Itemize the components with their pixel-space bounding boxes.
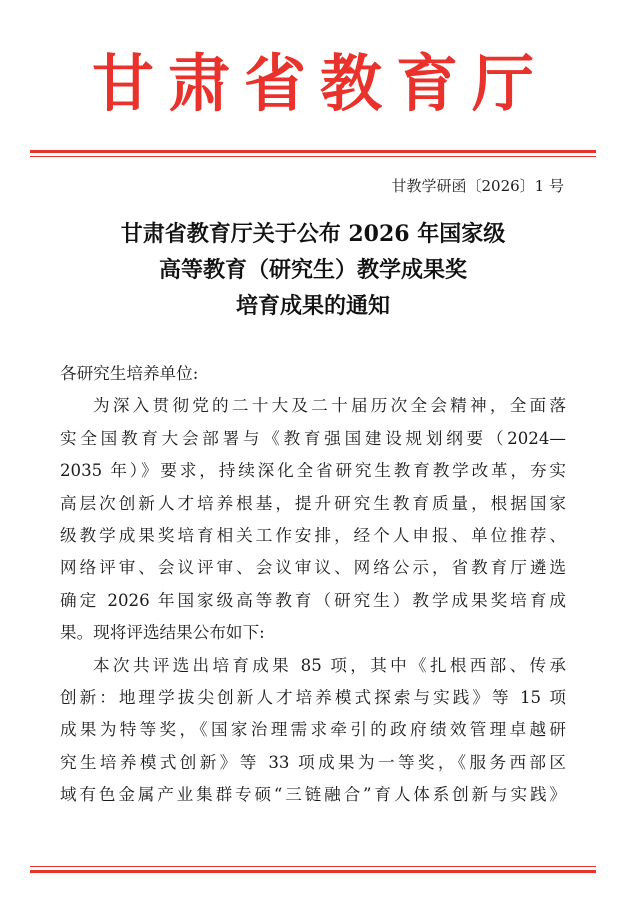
paragraph-line: 果。现将评选结果公布如下:	[60, 623, 265, 643]
paragraph-line: 2035 年）》要求，持续深化全省研究生教育教学改革，夯实	[60, 461, 566, 481]
paragraph-line: 成果为特等奖，《国家治理需求牵引的政府绩效管理卓越研	[60, 720, 566, 740]
paragraph-line: 实全国教育大会部署与《教育强国建设规划纲要（2024—	[60, 428, 566, 448]
paragraph-line: 本次共评选出培育成果 85 项，其中《扎根西部、传承	[93, 655, 566, 675]
paragraph-line: 高层次创新人才培养根基，提升研究生教育质量，根据国家	[60, 493, 566, 513]
document-body	[60, 358, 566, 811]
footer-divider-thin	[30, 866, 596, 867]
document-title	[0, 216, 626, 324]
paragraph-line: 创新：地理学拔尖创新人才培养模式探索与实践》等 15 项	[60, 687, 566, 707]
document-number: 甘教学研函〔2026〕1 号	[391, 177, 564, 195]
salutation: 各研究生培养单位:	[60, 364, 199, 383]
paragraph-line: 为深入贯彻党的二十大及二十届历次全会精神，全面落	[93, 396, 566, 416]
paragraph-line: 网络评审、会议评审、会议审议、网络公示，省教育厅遴选	[60, 558, 566, 578]
paragraph-1	[60, 390, 566, 649]
title-line-3: 培育成果的通知	[235, 293, 390, 319]
title-line-2: 高等教育（研究生）教学成果奖	[158, 257, 467, 283]
header-divider-thin	[30, 156, 596, 157]
paragraph-line: 级教学成果奖培育相关工作安排，经个人申报、单位推荐、	[60, 525, 566, 545]
paragraph-line: 确定 2026 年国家级高等教育（研究生）教学成果奖培育成	[60, 590, 566, 610]
issuer-header: 甘肃省教育厅	[91, 47, 548, 120]
paragraph-line: 域有色金属产业集群专硕“三链融合”育人体系创新与实践》	[60, 785, 566, 805]
paragraph-2	[60, 650, 566, 812]
footer-divider-thick	[30, 870, 596, 873]
paragraph-line: 究生培养模式创新》等 33 项成果为一等奖，《服务西部区	[60, 752, 566, 772]
title-line-1: 甘肃省教育厅关于公布 2026 年国家级	[120, 221, 506, 247]
header-divider-thick	[30, 150, 596, 153]
